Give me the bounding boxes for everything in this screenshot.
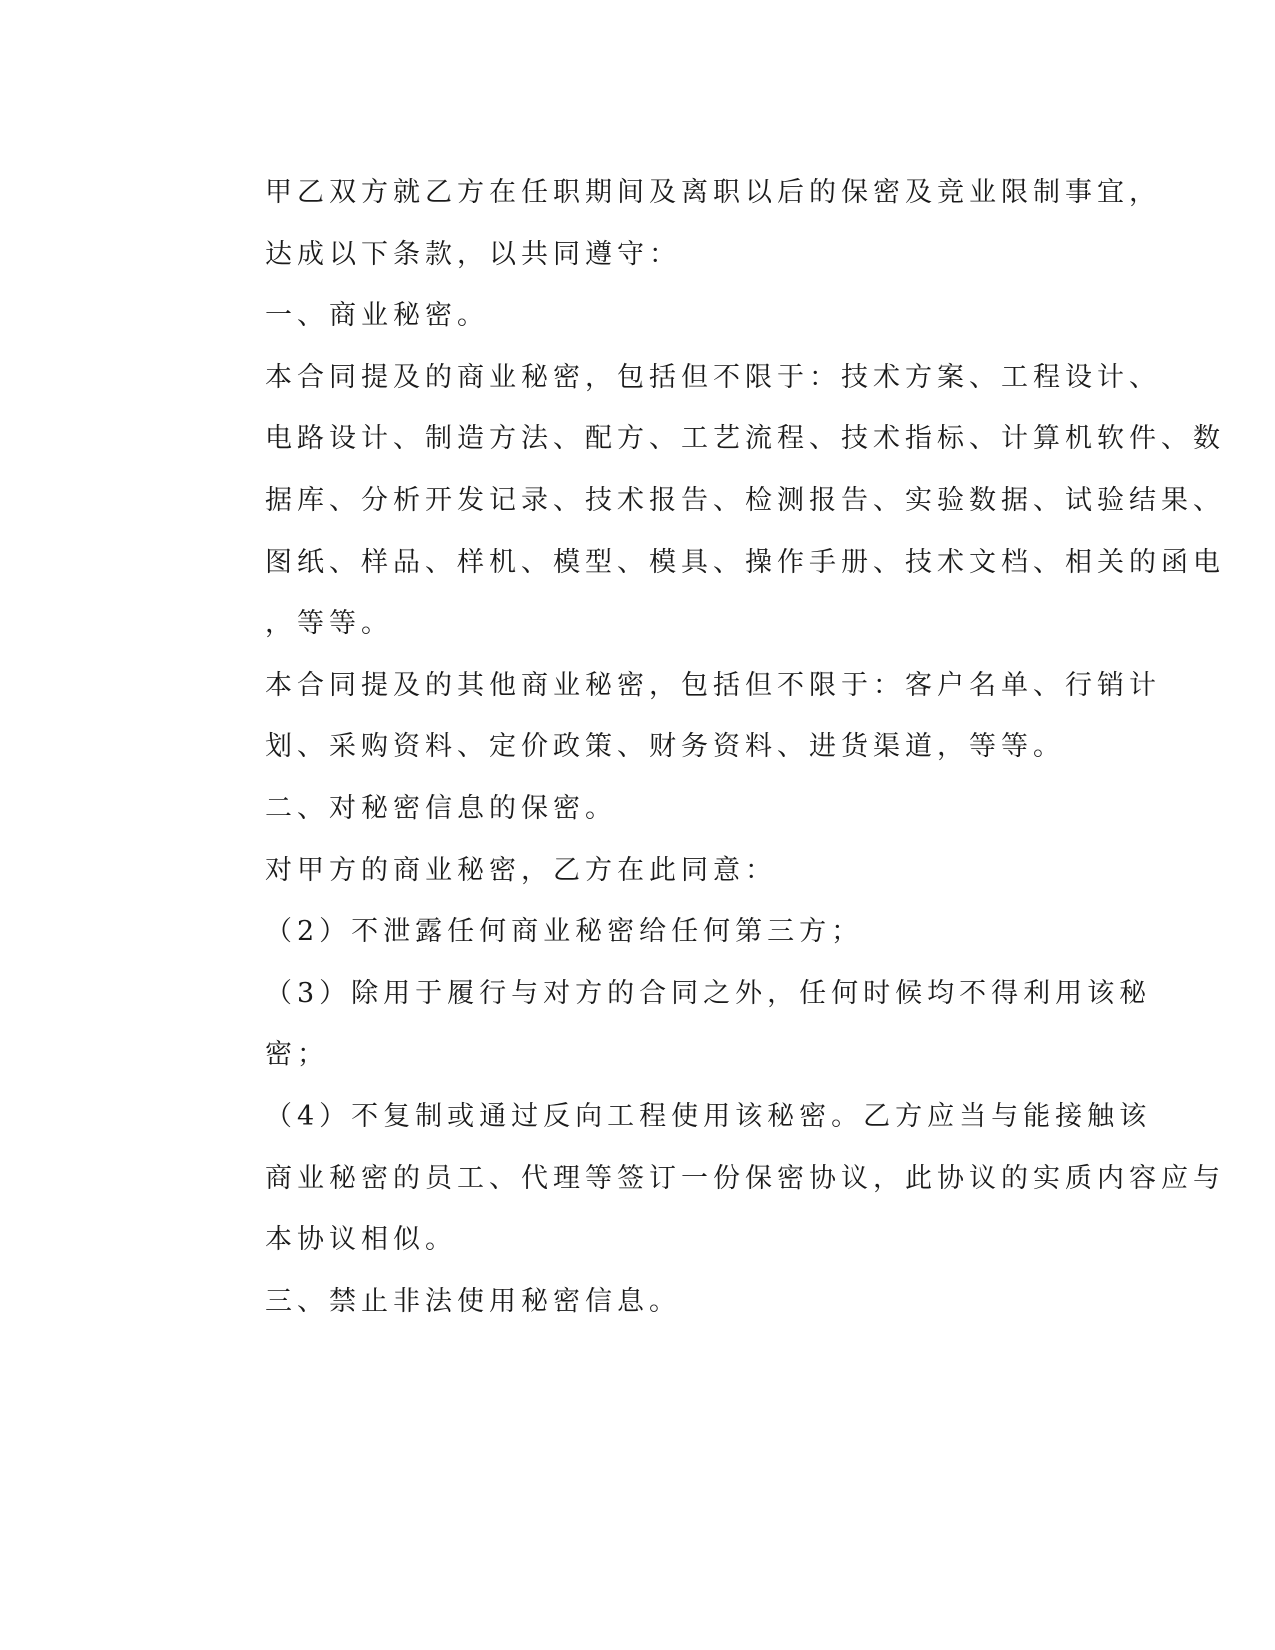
document-body [190,162,1225,1332]
text-line: 二、对秘密信息的保密。 [265,792,617,824]
text-line: ，等等。 [265,608,393,640]
paragraph-technical-secrets [190,347,1225,655]
text-line: （2）不泄露任何商业秘密给任何第三方； [265,916,864,948]
list-item-4 [190,1086,1225,1271]
list-item-2 [190,901,1070,963]
text-line: 三、禁止非法使用秘密信息。 [265,1285,681,1317]
text-line: 图纸、样品、样机、模型、模具、操作手册、技术文档、相关的函电 [265,546,1225,578]
text-line: 一、商业秘密。 [265,300,489,332]
text-line: 密； [265,1039,329,1071]
text-line: 电路设计、制造方法、配方、工艺流程、技术指标、计算机软件、数 [265,423,1225,455]
text-line: （4）不复制或通过反向工程使用该秘密。乙方应当与能接触该 [265,1100,1152,1132]
text-line: （3）除用于履行与对方的合同之外，任何时候均不得利用该秘 [265,977,1152,1009]
section-heading-trade-secrets [190,285,1070,347]
text-line: 对甲方的商业秘密，乙方在此同意： [265,854,777,886]
text-line: 商业秘密的员工、代理等签订一份保密协议，此协议的实质内容应与 [265,1162,1225,1194]
text-line: 据库、分析开发记录、技术报告、检测报告、实验数据、试验结果、 [265,484,1225,516]
section-heading-confidentiality [190,778,1070,840]
section-heading-prohibition [190,1271,1070,1333]
text-line: 本合同提及的其他商业秘密，包括但不限于：客户名单、行销计 [265,669,1161,701]
text-line: 划、采购资料、定价政策、财务资料、进货渠道，等等。 [265,731,1065,763]
list-item-3 [190,963,1152,1086]
text-line: 甲乙双方就乙方在任职期间及离职以后的保密及竞业限制事宜， [265,177,1161,208]
paragraph-other-secrets [190,655,1161,778]
text-line: 本协议相似。 [265,1224,457,1256]
text-line: 达成以下条款，以共同遵守： [265,238,681,270]
text-line: 本合同提及的商业秘密，包括但不限于：技术方案、工程设计、 [265,361,1161,393]
paragraph-intro [190,162,1161,285]
paragraph-agreement [190,840,1070,902]
